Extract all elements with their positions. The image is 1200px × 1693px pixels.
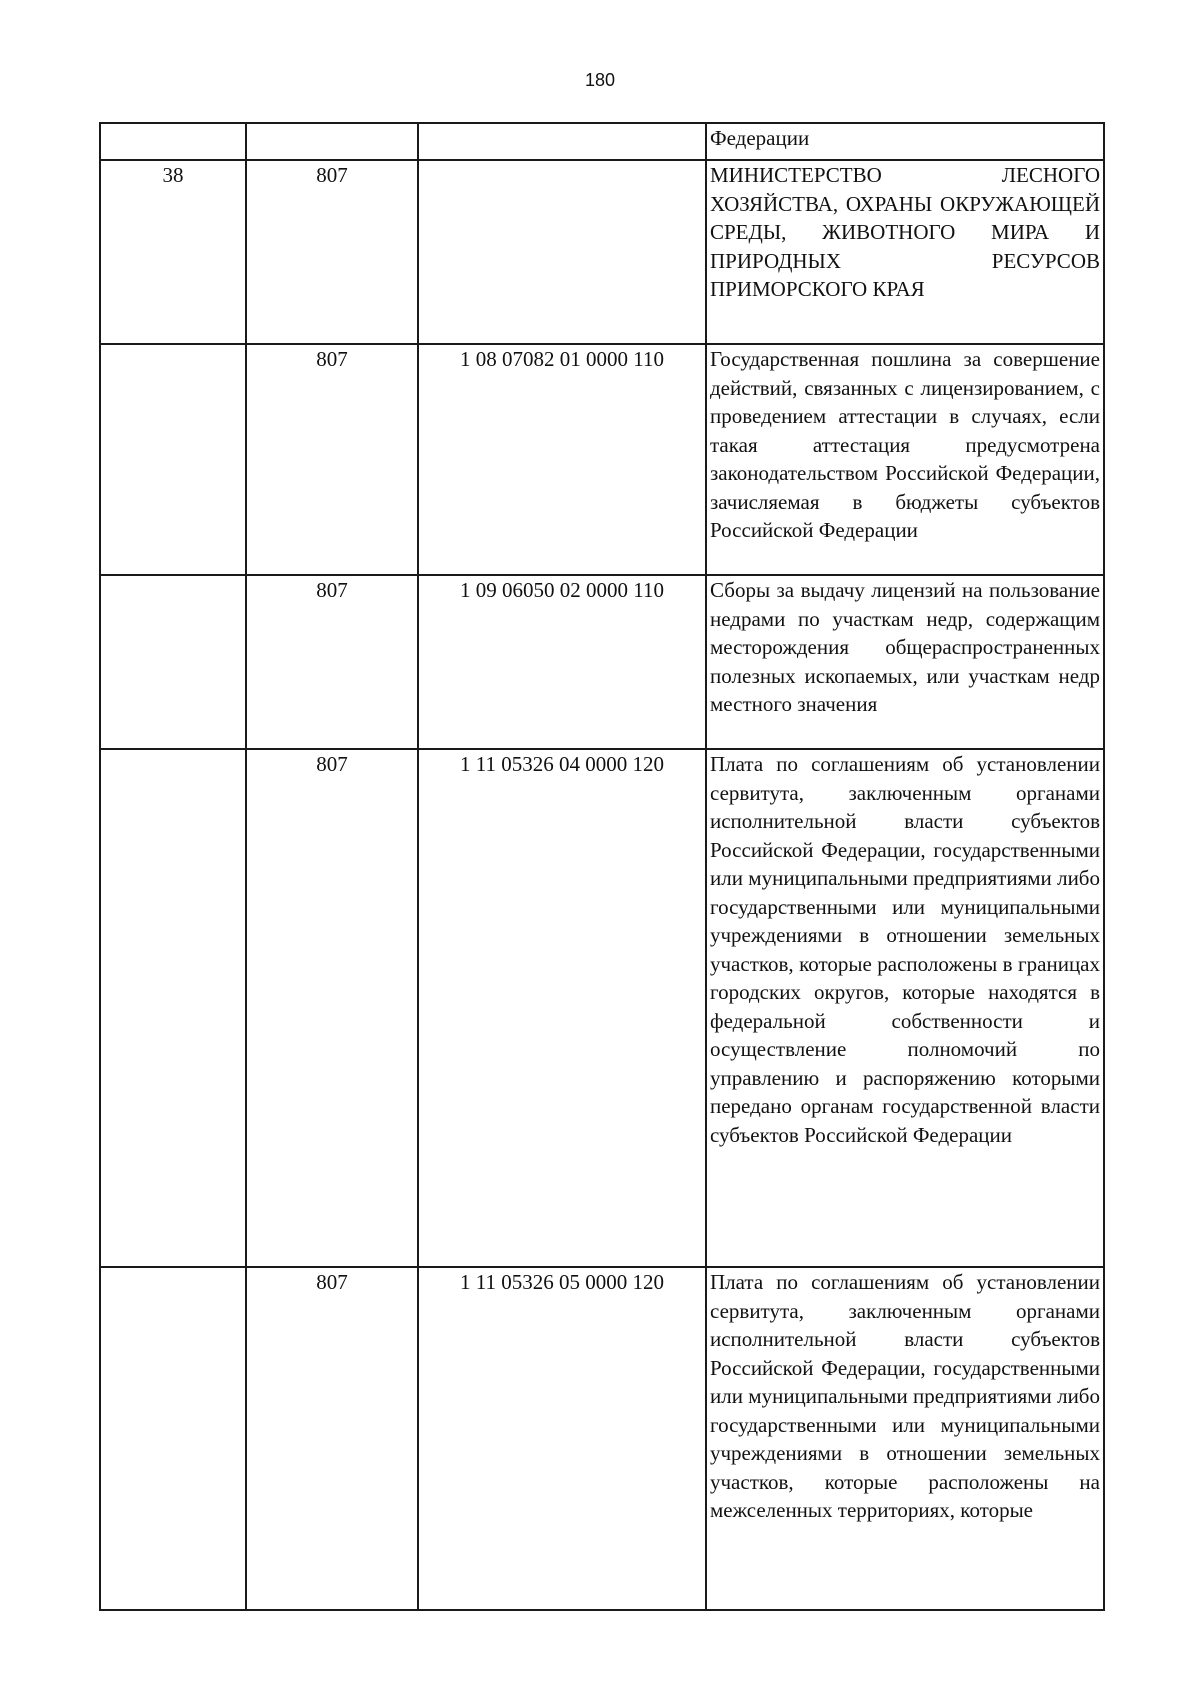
revenue-code-cell: 1 11 05326 04 0000 120	[418, 749, 706, 1267]
row-number-cell	[100, 344, 246, 575]
row-number-cell	[100, 123, 246, 160]
revenue-code-cell: 1 11 05326 05 0000 120	[418, 1267, 706, 1610]
revenue-codes-table	[99, 122, 1105, 1611]
row-number-cell	[100, 749, 246, 1267]
table-row	[100, 344, 1104, 575]
revenue-name-cell: Федерации	[706, 123, 1104, 160]
table-row	[100, 749, 1104, 1267]
row-number-cell	[100, 1267, 246, 1610]
table-row	[100, 1267, 1104, 1610]
administrator-code-cell: 807	[246, 749, 418, 1267]
revenue-code-cell: 1 09 06050 02 0000 110	[418, 575, 706, 749]
administrator-code-cell: 807	[246, 344, 418, 575]
revenue-name-cell: Сборы за выдачу лицензий на пользование недрами по участкам недр, содержащим месторождения общераспространенных полезных ископаемых, или участкам недр местного значения	[706, 575, 1104, 749]
page-number: 180	[584, 70, 616, 90]
administrator-code-cell: 807	[246, 575, 418, 749]
revenue-name-cell: Государственная пошлина за совершение действий, связанных с лицензированием, с проведением аттестации в случаях, если такая аттестация предусмотрена законодательством Российской Федерации, зачисляемая в бюджеты субъектов Российской Федерации	[706, 344, 1104, 575]
revenue-name-cell: Плата по соглашениям об установлении сервитута, заключенным органами исполнительной власти субъектов Российской Федерации, государственными или муниципальными предприятиями либо государственными или муниципальными учреждениями в отношении земельных участков, которые расположены на межселенных территориях, которые	[706, 1267, 1104, 1610]
revenue-name-cell: Плата по соглашениям об установлении сервитута, заключенным органами исполнительной власти субъектов Российской Федерации, государственными или муниципальными предприятиями либо государственными или муниципальными учреждениями в отношении земельных участков, которые расположены в границах городских округов, которые находятся в федеральной собственности и осуществление полномочий по управлению и распоряжению которыми передано органам государственной власти субъектов Российской Федерации	[706, 749, 1104, 1267]
table-row	[100, 123, 1104, 160]
table-row	[100, 575, 1104, 749]
revenue-code-cell	[418, 123, 706, 160]
administrator-code-cell: 807	[246, 1267, 418, 1610]
revenue-code-cell	[418, 160, 706, 344]
administrator-code-cell: 807	[246, 160, 418, 344]
row-number-cell: 38	[100, 160, 246, 344]
row-number-cell	[100, 575, 246, 749]
administrator-code-cell	[246, 123, 418, 160]
revenue-name-cell: МИНИСТЕРСТВО ЛЕСНОГО ХОЗЯЙСТВА, ОХРАНЫ ОКРУЖАЮЩЕЙ СРЕДЫ, ЖИВОТНОГО МИРА И ПРИРОДНЫХ РЕСУРСОВ ПРИМОРСКОГО КРАЯ	[706, 160, 1104, 344]
revenue-code-cell: 1 08 07082 01 0000 110	[418, 344, 706, 575]
table-row	[100, 160, 1104, 344]
